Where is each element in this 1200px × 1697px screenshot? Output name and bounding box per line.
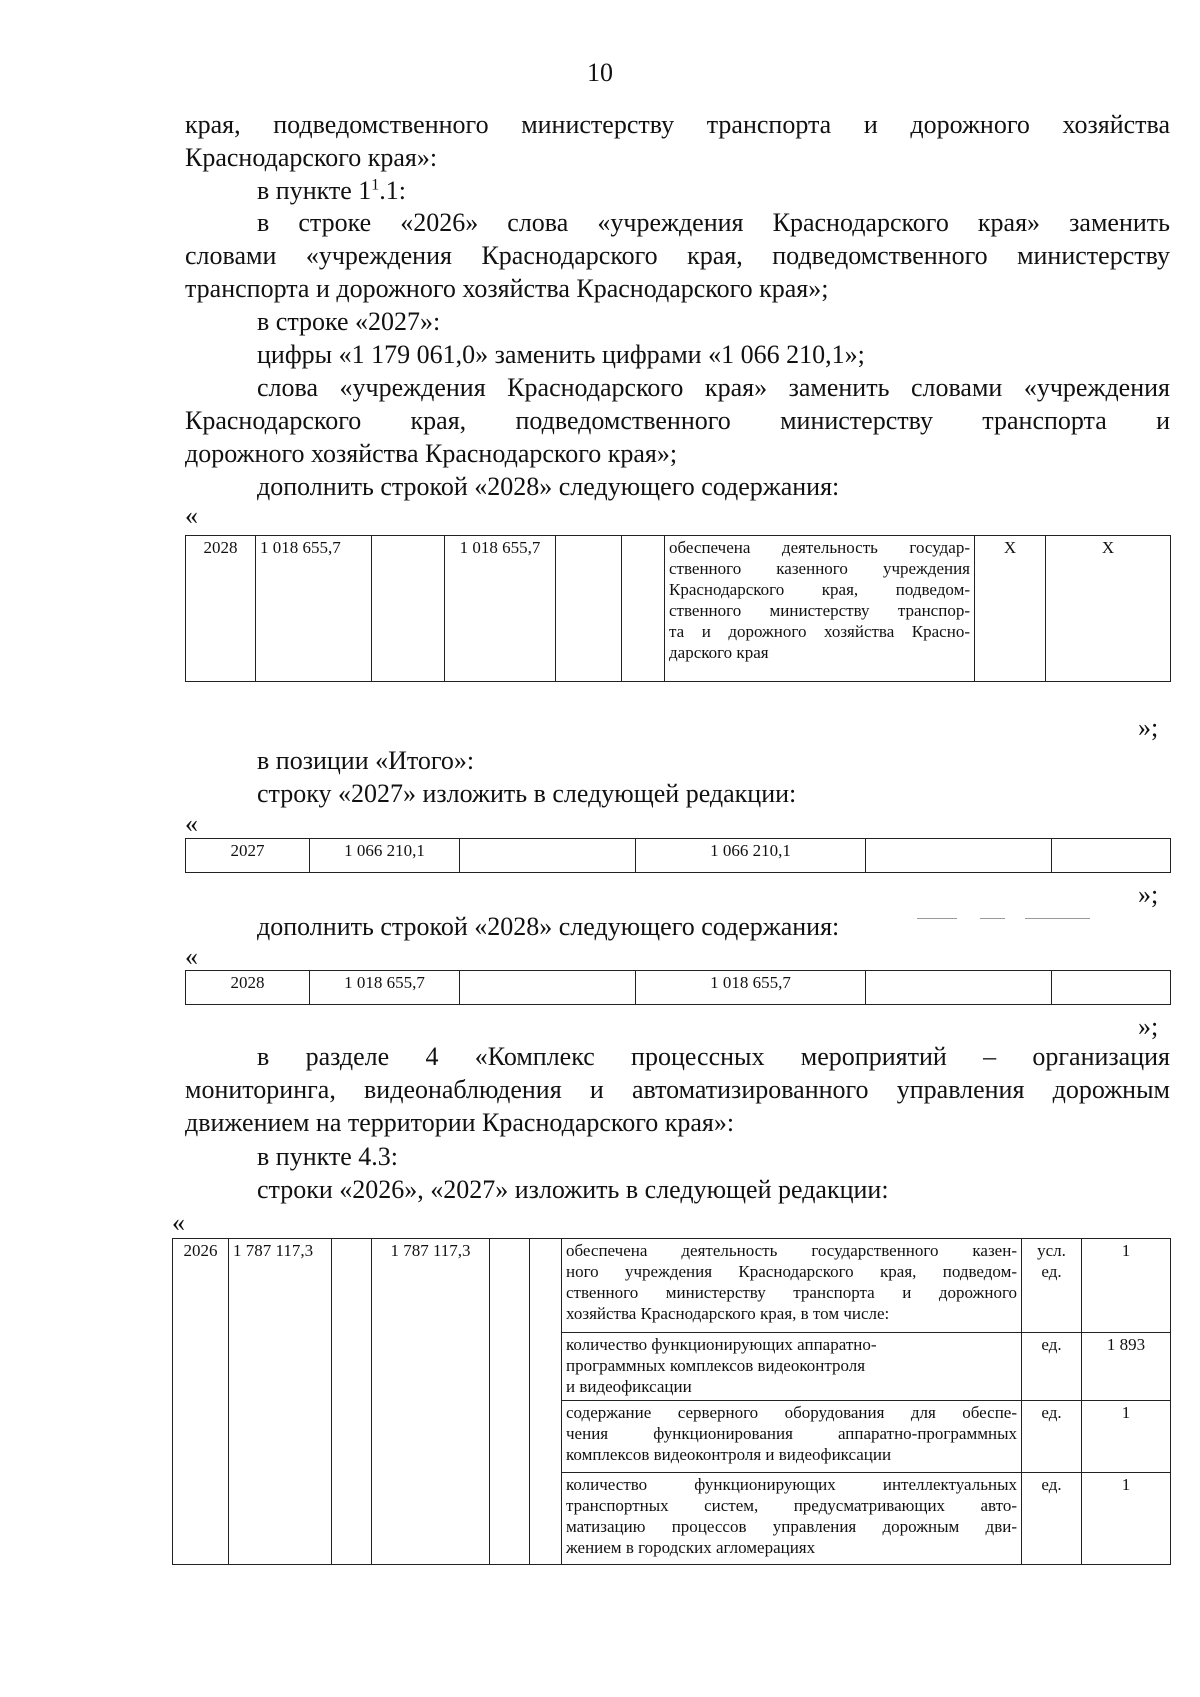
add-2028-label: дополнить строкой «2028» следующего содержания: [257,472,840,501]
unit-cell [1022,1333,1082,1401]
unit-line: усл. [1037,1241,1066,1260]
unit-line: ед. [1041,1475,1062,1494]
quote-open-1: « [185,501,198,530]
desc-line: Краснодарского края, подведом- [669,580,970,599]
desc-line: количество функционирующих аппаратно- [566,1335,877,1354]
punkt-4-3: в пункте 4.3: [257,1142,399,1171]
section4-line-3: движением на территории Краснодарского края»: [185,1108,735,1137]
total-cell: 1 018 655,7 [310,971,460,1005]
punkt-prefix: в пункте 1 [257,176,372,205]
empty-cell [460,839,636,873]
value-cell: 1 893 [1082,1333,1171,1401]
table-itogo-2028 [185,970,1171,1005]
unit-line: ед. [1041,1335,1062,1354]
empty-cell [490,1239,530,1565]
total-cell: 1 066 210,1 [310,839,460,873]
words-replace-line-1: слова «учреждения Краснодарского края» заменить словами «учреждения [257,373,1170,402]
year-cell: 2026 [173,1239,229,1565]
itogo-2027-label: строку «2027» изложить в следующей редакции: [257,779,797,808]
row2026-line-3: транспорта и дорожного хозяйства Краснодарского края»; [185,274,829,303]
table-2028-institution [185,535,1171,682]
year-cell: 2027 [186,839,310,873]
table-row [186,839,1171,873]
table-row [186,536,1171,682]
description-cell [562,1239,1022,1333]
unit-line: ед. [1041,1262,1062,1281]
desc-line: ственного министерству транспорта и дорожного [566,1283,1017,1302]
desc-line: программных комплексов видеоконтроля [566,1356,866,1375]
desc-line: ного учреждения Краснодарского края, подведом- [566,1262,1017,1281]
punkt-suffix: .1: [379,176,407,205]
intro-line-2: Краснодарского края»: [185,143,438,172]
value-cell: 1 [1082,1473,1171,1565]
quote-close-2: »; [1138,880,1159,909]
year-cell: 2028 [186,536,256,682]
desc-line: содержание серверного оборудования для обеспе- [566,1403,1017,1422]
quote-close-3: »; [1138,1012,1159,1041]
empty-cell [1052,839,1171,873]
desc-line: та и дорожного хозяйства Красно- [669,622,970,641]
desc-line: количество функционирующих интеллектуальных [566,1475,1017,1494]
row2026-line-2: словами «учреждения Краснодарского края, подведомственного министерству [185,241,1170,270]
total-cell: 1 018 655,7 [256,536,372,682]
empty-cell [556,536,622,682]
desc-line: транспортных систем, предусматривающих авто- [566,1496,1017,1515]
description-cell [665,536,975,682]
unit-cell [1022,1401,1082,1473]
total-cell: 1 787 117,3 [229,1239,332,1565]
quote-open-2: « [185,809,198,838]
desc-line: матизацию процессов управления дорожным дви- [566,1517,1017,1536]
description-cell [562,1401,1022,1473]
table-itogo-2027 [185,838,1171,873]
empty-cell [866,971,1052,1005]
words-replace-line-3: дорожного хозяйства Краснодарского края»; [185,439,678,468]
quote-open-3: « [185,942,198,971]
regional-cell: 1 018 655,7 [445,536,556,682]
value-cell: 1 [1082,1401,1171,1473]
row2027-label: в строке «2027»: [257,307,441,336]
regional-cell: 1 787 117,3 [372,1239,490,1565]
scan-mark [1025,918,1090,919]
unit-cell [1022,1473,1082,1565]
desc-line: комплексов видеоконтроля и видеофиксации [566,1445,892,1464]
desc-line: и видеофиксации [566,1377,692,1396]
value-cell: Х [1046,536,1171,682]
row2026-line-1: в строке «2026» слова «учреждения Краснодарского края» заменить [257,208,1170,237]
desc-line: ственного казенного учреждения [669,559,970,578]
intro-line-1: края, подведомственного министерству транспорта и дорожного хозяйства [185,110,1170,139]
scan-mark [917,918,957,919]
table-row [186,971,1171,1005]
desc-line: ственного министерству транспор- [669,601,970,620]
figures-replace: цифры «1 179 061,0» заменить цифрами «1 066 210,1»; [257,340,865,369]
itogo-position: в позиции «Итого»: [257,746,475,775]
quote-close-1: »; [1138,713,1159,742]
empty-cell [1052,971,1171,1005]
add-2028-label-b: дополнить строкой «2028» следующего содержания: [257,912,840,941]
page-number: 10 [587,58,613,87]
table-4-3 [172,1238,1171,1565]
punkt-sup: 1 [371,176,380,194]
year-cell: 2028 [186,971,310,1005]
scan-mark [980,918,1005,919]
table-row [173,1239,1171,1333]
regional-cell: 1 018 655,7 [636,971,866,1005]
value-cell: 1 [1082,1239,1171,1333]
desc-line: дарского края [669,643,769,662]
section4-line-1: в разделе 4 «Комплекс процессных мероприятий – организация [257,1042,1170,1071]
section4-line-2: мониторинга, видеонаблюдения и автоматизированного управления дорожным [185,1075,1170,1104]
description-cell [562,1333,1022,1401]
desc-line: жением в городских агломерациях [566,1538,816,1557]
words-replace-line-2: Краснодарского края, подведомственного министерству транспорта и [185,406,1170,435]
empty-cell [530,1239,562,1565]
punkt-1-1 [257,174,406,207]
empty-cell [332,1239,372,1565]
regional-cell: 1 066 210,1 [636,839,866,873]
empty-cell [460,971,636,1005]
unit-cell [1022,1239,1082,1333]
description-cell [562,1473,1022,1565]
unit-line: ед. [1041,1403,1062,1422]
empty-cell [622,536,665,682]
desc-line: чения функционирования аппаратно-программных [566,1424,1017,1443]
desc-line: обеспечена деятельность государ- [669,538,970,557]
empty-cell [866,839,1052,873]
desc-line: обеспечена деятельность государственного казен- [566,1241,1017,1260]
unit-cell: Х [975,536,1046,682]
rows-2026-2027-label: строки «2026», «2027» изложить в следующей редакции: [257,1175,889,1204]
desc-line: хозяйства Краснодарского края, в том числе: [566,1304,890,1323]
quote-open-4: « [172,1208,185,1237]
empty-cell [372,536,445,682]
